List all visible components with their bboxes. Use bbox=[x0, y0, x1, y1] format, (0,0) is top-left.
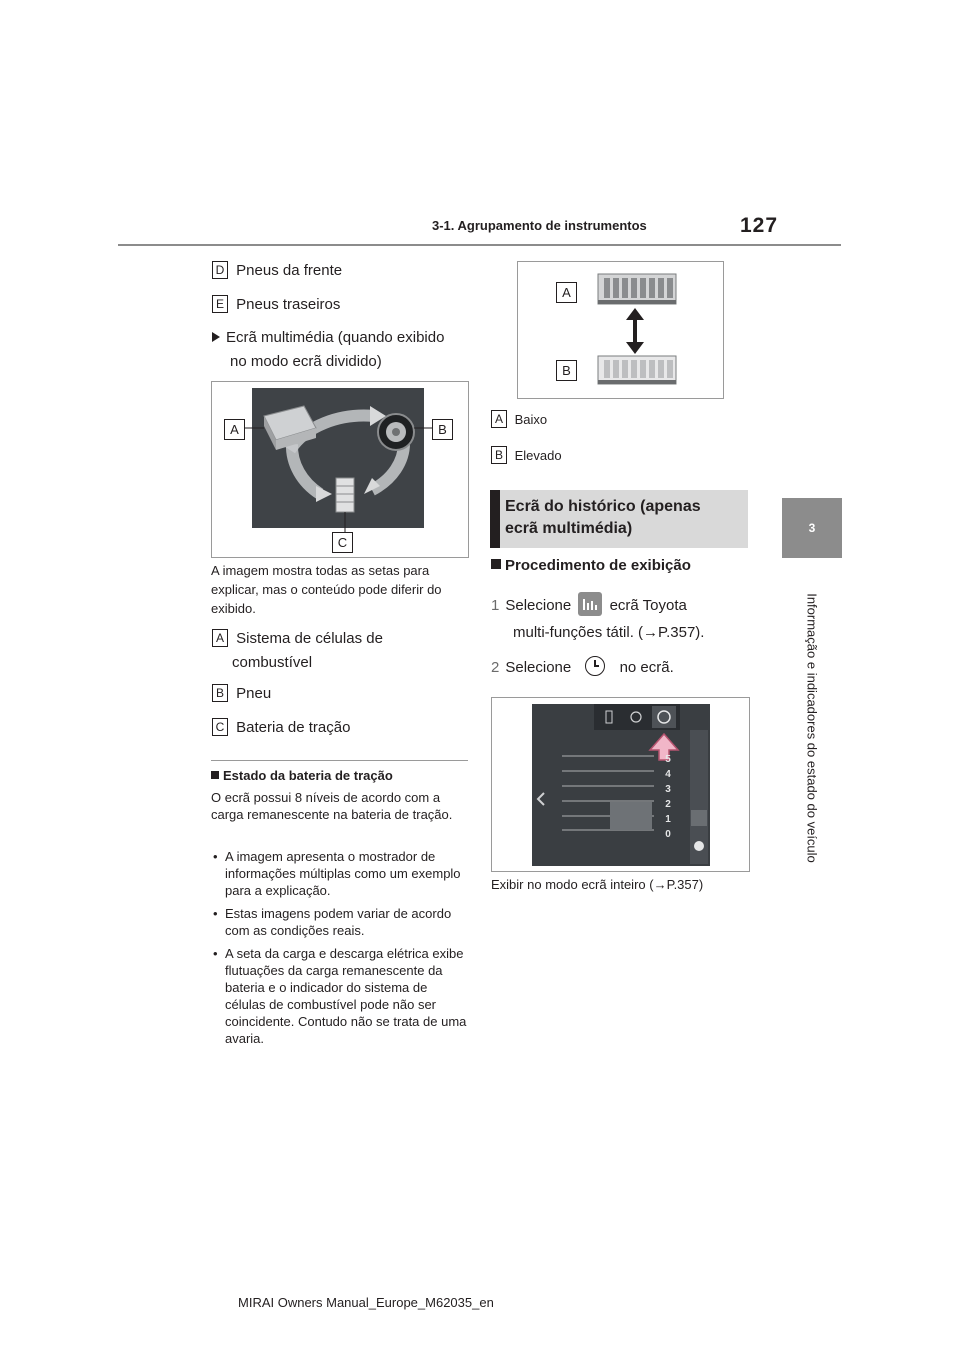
chart-bars-icon bbox=[578, 592, 602, 616]
battery-level-illustration bbox=[518, 262, 723, 398]
list-item-traction-battery bbox=[212, 718, 350, 738]
item-label: Sistema de células de bbox=[236, 630, 383, 647]
step-number: 1 bbox=[491, 597, 500, 614]
step-text: Selecione bbox=[505, 597, 572, 614]
item-badge: A bbox=[212, 629, 228, 647]
battery-bullet-list bbox=[211, 848, 469, 1053]
y-label: 2 bbox=[665, 799, 671, 810]
battery-text: O ecrã possui 8 níveis de acordo com a carga remanescente na bateria de tração. bbox=[211, 790, 453, 822]
triangle-bullet-icon bbox=[212, 332, 220, 342]
multi-display-line1: Ecrã multimédia (quando exibido bbox=[226, 329, 445, 346]
figure-label-a: A bbox=[224, 419, 245, 440]
procedure-heading-text: Procedimento de exibição bbox=[505, 557, 691, 574]
item-label: Baixo bbox=[514, 412, 548, 427]
step-number: 2 bbox=[491, 659, 500, 676]
step-text: ecrã Toyota bbox=[609, 597, 687, 614]
list-item-rear-tires bbox=[212, 295, 340, 315]
list-item-high bbox=[491, 446, 562, 465]
chapter-tab-title bbox=[782, 558, 842, 898]
item-badge: B bbox=[491, 446, 507, 464]
y-label: 1 bbox=[665, 814, 671, 825]
item-badge: B bbox=[212, 684, 228, 702]
history-screen-figure bbox=[491, 697, 750, 872]
figure-label-c: C bbox=[332, 532, 353, 553]
header-rule bbox=[118, 244, 841, 246]
item-badge: D bbox=[212, 261, 228, 279]
page-number: 127 bbox=[740, 214, 779, 237]
y-label: 5 bbox=[665, 754, 671, 765]
item-label-cont: combustível bbox=[232, 654, 313, 671]
divider bbox=[211, 760, 468, 761]
step-text-cont: multi-funções tátil. (→P.357). bbox=[513, 624, 705, 641]
procedure-heading bbox=[491, 556, 691, 576]
list-item-fuel-cell bbox=[212, 627, 383, 675]
chapter-tab-number: 3 bbox=[782, 498, 842, 558]
list-item: • A imagem apresenta o mostrador de informações múltiplas como um exemplo para a explicação. bbox=[211, 848, 469, 899]
item-label: Elevado bbox=[514, 448, 562, 463]
item-badge: E bbox=[212, 295, 228, 313]
history-screen-illustration bbox=[492, 698, 749, 871]
step-text: Selecione bbox=[505, 659, 572, 676]
battery-heading bbox=[211, 767, 469, 784]
figure-caption: Exibir no modo ecrã inteiro (→P.357) bbox=[491, 877, 704, 892]
chapter-tab-title-text: Informação e indicadores do estado do veículo bbox=[804, 593, 820, 863]
list-item-low bbox=[491, 410, 547, 429]
clock-icon bbox=[585, 656, 605, 676]
list-item-tire bbox=[212, 684, 271, 704]
y-axis-labels bbox=[662, 752, 674, 842]
multi-display-line2: no modo ecrã dividido) bbox=[230, 353, 382, 370]
procedure-step-1 bbox=[491, 592, 751, 646]
footer-text: MIRAI Owners Manual_Europe_M62035_en bbox=[238, 1295, 494, 1310]
multi-display-heading bbox=[212, 326, 444, 374]
battery-heading-text: Estado da bateria de tração bbox=[223, 768, 393, 783]
step-text: no ecrã. bbox=[619, 659, 674, 676]
list-item: • Estas imagens podem variar de acordo com as condições reais. bbox=[211, 905, 469, 939]
section-title: 3-1. Agrupamento de instrumentos bbox=[432, 218, 647, 233]
item-label: Pneus da frente bbox=[236, 262, 343, 279]
figure-label-a: A bbox=[556, 282, 577, 303]
list-item: • A seta da carga e descarga elétrica exibe flutuações da carga remanescente da bateria e o indicador do sistema de células de combustível pode não ser coincidente. Contudo não se trata de uma avaria. bbox=[211, 945, 469, 1047]
item-label: Pneu bbox=[236, 685, 272, 702]
item-badge: A bbox=[491, 410, 507, 428]
figure-caption: A imagem mostra todas as setas para explicar, mas o conteúdo pode diferir do exibido. bbox=[211, 563, 442, 616]
procedure-step-2 bbox=[491, 656, 674, 679]
y-label: 0 bbox=[665, 829, 671, 840]
y-label: 3 bbox=[665, 784, 671, 795]
history-heading-line2: ecrã multimédia) bbox=[505, 520, 633, 537]
battery-level-figure bbox=[517, 261, 724, 399]
figure-label-b: B bbox=[556, 360, 577, 381]
item-badge: C bbox=[212, 718, 228, 736]
history-heading bbox=[505, 496, 743, 540]
square-bullet-icon bbox=[491, 559, 501, 569]
history-heading-line1: Ecrã do histórico (apenas bbox=[505, 498, 701, 515]
figure-label-b: B bbox=[432, 419, 453, 440]
item-label: Bateria de tração bbox=[236, 719, 351, 736]
y-label: 4 bbox=[665, 769, 671, 780]
history-heading-accent bbox=[490, 490, 500, 548]
energy-flow-figure bbox=[211, 381, 469, 558]
item-label: Pneus traseiros bbox=[236, 296, 341, 313]
square-bullet-icon bbox=[211, 771, 219, 779]
energy-flow-illustration bbox=[212, 382, 468, 557]
list-item-front-tires bbox=[212, 261, 342, 281]
